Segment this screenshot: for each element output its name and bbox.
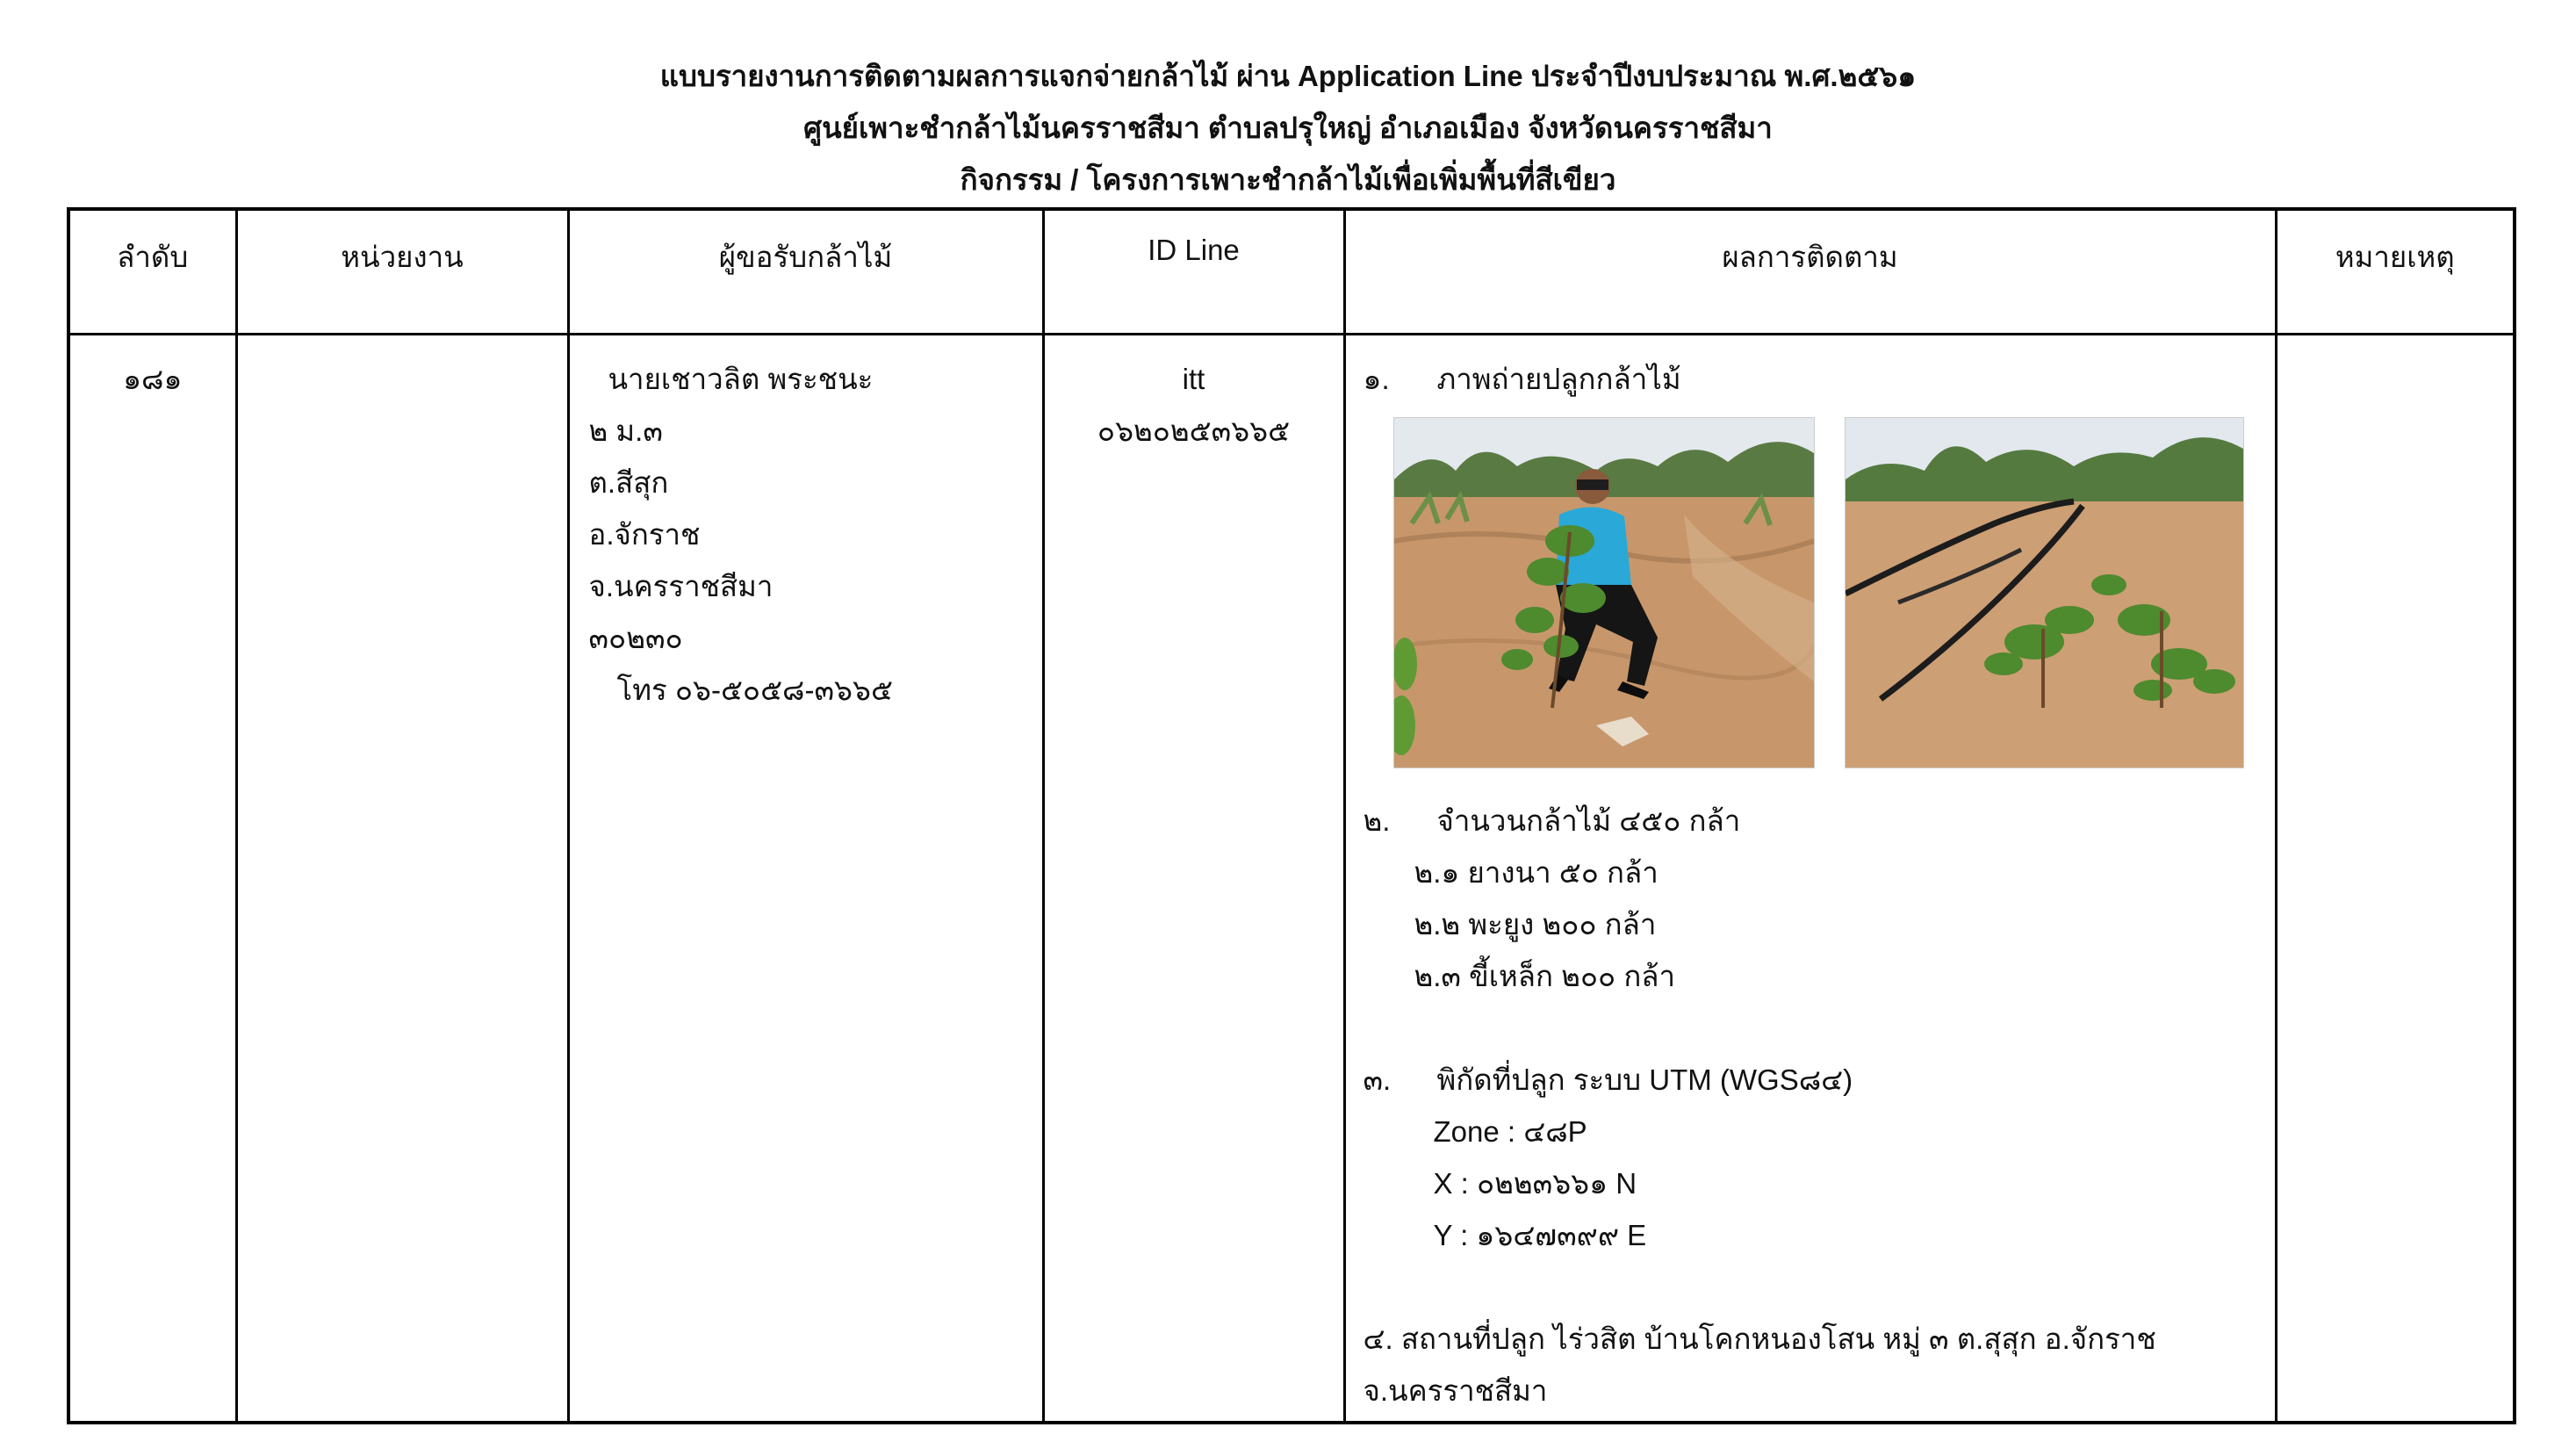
planting-photo-2-image (1846, 418, 2243, 768)
planting-photo-seedlings (1845, 417, 2244, 768)
table-header-row (68, 209, 2515, 335)
line-id: itt (1182, 363, 1205, 395)
quantity-khilek: ๒.๓ ขี้เหล็ก ๒๐๐ กล้า (1414, 960, 1676, 992)
column-header-result: ผลการติดตาม (1344, 209, 2276, 335)
result-cell (1344, 335, 2276, 1424)
column-header-agency: หน่วยงาน (236, 209, 568, 335)
table-row (68, 335, 2515, 1424)
column-header-applicant: ผู้ขอรับกล้าไม้ (568, 209, 1043, 335)
item-label: พิกัดที่ปลูก ระบบ UTM (WGS๘๔) (1436, 1063, 1853, 1096)
result-item-quantity (1364, 795, 2275, 847)
utm-zone: Zone : ๔๘P (1433, 1115, 1587, 1148)
photo-gallery (1393, 417, 2275, 768)
item-label: จำนวนกล้าไม้ ๔๕๐ กล้า (1436, 804, 1741, 837)
item-number: ๓. (1363, 1063, 1392, 1096)
line-number: ๐๖๒๐๒๕๓๖๖๕ (1097, 414, 1291, 447)
seq-number: ๑๘๑ (123, 363, 183, 395)
applicant-cell (568, 335, 1043, 1424)
report-table (67, 207, 2516, 1424)
result-item-location: ๔. สถานที่ปลูก ไร่วสิต บ้านโคกหนองโสน หมู่ ๓ ต.สุสุก อ.จักราช (1363, 1323, 2156, 1355)
item-number: ๑. (1363, 363, 1390, 395)
item-label: ภาพถ่ายปลูกกล้าไม้ (1436, 363, 1681, 395)
result-item-photos (1364, 353, 2275, 405)
agency-cell (236, 335, 568, 1424)
report-title: แบบรายงานการติดตามผลการแจกจ่ายกล้าไม้ ผ่าน Application Line ประจำปีงบประมาณ พ.ศ.๒๕๖๑ (659, 60, 1917, 92)
utm-x: X : ๐๒๒๓๖๖๑ N (1433, 1167, 1637, 1200)
quantity-yang-na: ๒.๑ ยางนา ๕๐ กล้า (1414, 856, 1659, 889)
item-number: ๒. (1363, 804, 1391, 837)
column-header-id-line: ID Line (1043, 209, 1344, 335)
activity-title: กิจกรรม / โครงการเพาะชำกล้าไม้เพื่อเพิ่มพื้นที่สีเขียว (960, 163, 1616, 196)
applicant-house: ๒ ม.๓ (588, 414, 663, 447)
applicant-name: นายเชาวลิต พระชนะ (608, 363, 874, 395)
center-name: ศูนย์เพาะชำกล้าไม้นครราชสีมา ตำบลปรุใหญ่ อำเภอเมือง จังหวัดนครราชสีมา (803, 112, 1773, 144)
applicant-subdistrict: ต.สีสุก (588, 466, 669, 499)
utm-y: Y : ๑๖๔๗๓๙๙ E (1433, 1219, 1647, 1251)
applicant-district: อ.จักราช (588, 518, 701, 551)
quantity-phayung: ๒.๒ พะยูง ๒๐๐ กล้า (1414, 908, 1657, 941)
column-header-seq: ลำดับ (68, 209, 236, 335)
applicant-phone: โทร ๐๖-๕๐๕๘-๓๖๖๕ (616, 674, 893, 706)
applicant-province: จ.นครราชสีมา (588, 570, 774, 602)
result-item-location-province: จ.นครราชสีมา (1363, 1374, 1548, 1407)
applicant-postcode: ๓๐๒๓๐ (588, 622, 683, 654)
result-item-coordinates (1364, 1054, 2275, 1106)
planting-photo-with-person (1393, 417, 1815, 768)
seq-cell (68, 335, 236, 1424)
id-line-cell (1043, 335, 1344, 1424)
remark-cell (2276, 335, 2515, 1424)
planting-photo-1-image (1394, 418, 1814, 768)
column-header-remark: หมายเหตุ (2276, 209, 2515, 335)
